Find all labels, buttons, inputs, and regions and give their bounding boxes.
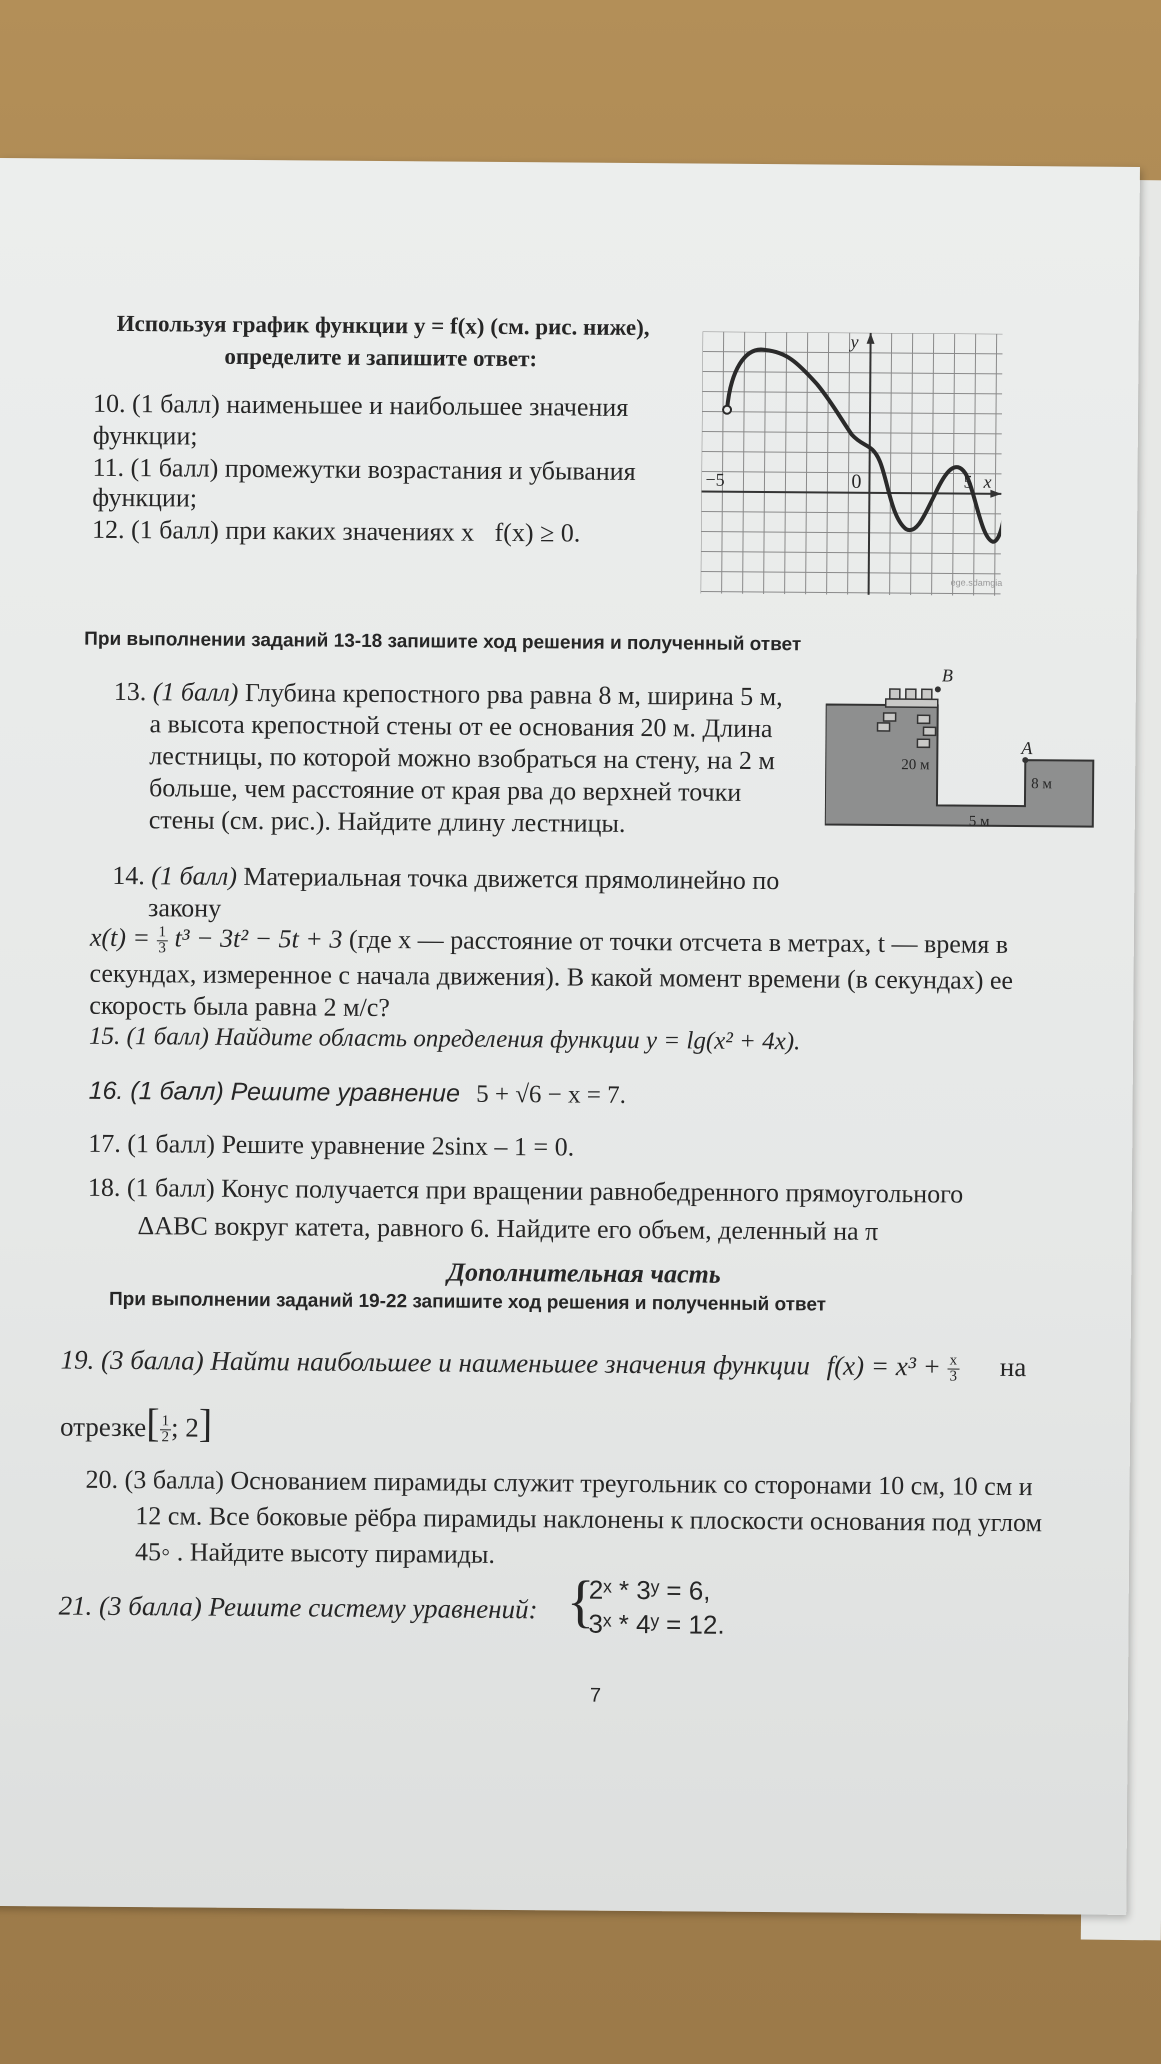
intro-line-1: Используя график функции у = f(x) (см. рис. ниже), <box>116 310 650 341</box>
task-15: 15. (1 балл) Найдите область определения функции y = lg(x² + 4x). <box>88 1022 801 1056</box>
task-19-text: 19. (3 балла) Найти наибольшее и наименьшее значения функции <box>60 1344 811 1381</box>
origin-label: 0 <box>851 470 862 493</box>
task-11-line-1: 11. (1 балл) промежутки возрастания и убывания <box>92 452 636 487</box>
task-13-text: Глубина крепостного рва равна 8 м, ширина 5 м, <box>244 677 783 712</box>
task-19-interval-rest: ; 2 <box>170 1412 199 1443</box>
task-14-text: Материальная точка движется прямолинейно по <box>243 861 780 896</box>
task-13-points: (1 балл) <box>152 677 239 707</box>
label-b: B <box>941 665 954 686</box>
task-21-text: 21. (3 балла) Решите систему уравнений: <box>58 1590 538 1625</box>
function-graph <box>701 332 1003 596</box>
task-19-frac-den: 3 <box>949 1368 958 1385</box>
task-13-line-1 <box>114 677 783 712</box>
task-16 <box>89 1077 626 1110</box>
x-max-label: 5 <box>963 471 973 492</box>
task-19-interval-fraction <box>159 1415 171 1446</box>
task-20-line-1: 20. (3 балла) Основанием пирамиды служит треугольник со сторонами 10 см, 10 см и <box>85 1464 1033 1502</box>
task-14-line-3-text: (где x — расстояние от точки отсчета в метрах, t — время в <box>348 924 1009 959</box>
task-13-line-4: больше, чем расстояние от края рва до верхней точки <box>148 773 742 807</box>
section-header-13-18: При выполнении заданий 13-18 запишите ход решения и полученный ответ <box>84 628 802 656</box>
label-moat-width: 5 м <box>968 813 990 830</box>
label-moat-depth: 8 м <box>1031 776 1052 793</box>
task-20-line-2: 12 см. Все боковые рёбра пирамиды наклонены к плоскости основания под углом <box>135 1501 1043 1538</box>
section-header-19-22: При выполнении заданий 19-22 запишите ход решения и полученный ответ <box>108 1288 827 1316</box>
task-14-line-3 <box>90 923 1008 963</box>
task-14-line-1 <box>112 861 779 896</box>
point-b <box>935 686 941 692</box>
x-axis-label: x <box>983 471 992 492</box>
task-14-formula-rhs: t³ − 3t² − 5t + 3 <box>174 923 343 954</box>
task-20-line-3: 45◦ . Найдите высоту пирамиды. <box>134 1537 496 1569</box>
task-14-line-5: скорость была равна 2 м/с? <box>89 990 390 1023</box>
task-19-line-2: отрезке[ $\frac{1}{2}$ ; 2] <box>59 1400 213 1446</box>
task-12-formula: f(x) ≥ 0. <box>494 517 581 548</box>
task-19-fraction <box>947 1354 959 1385</box>
task-13-line-3: лестницы, по которой можно взобраться на стену, на 2 м <box>149 741 776 776</box>
task-19-interval-den: 2 <box>161 1429 170 1446</box>
task-14-line-2: закону <box>148 893 222 923</box>
function-graph-svg <box>701 332 1003 596</box>
task-13-line-5: стены (см. рис.). Найдите длину лестницы. <box>148 805 626 838</box>
intro-line-2: определите и запишите ответ: <box>224 343 538 372</box>
task-19-segment-word: отрезке <box>59 1411 147 1443</box>
y-axis-label: y <box>850 331 859 352</box>
task-19-interval-num: 1 <box>160 1415 172 1431</box>
graph-grid <box>701 332 1003 596</box>
task-16-text: 16. (1 балл) Решите уравнение <box>88 1076 461 1108</box>
task-10-line-2: функции; <box>92 420 198 451</box>
task-14-formula-lhs: x(t) = <box>89 922 151 953</box>
castle-terrain <box>825 705 1094 827</box>
extra-part-title: Дополнительная часть <box>447 1257 721 1289</box>
task-21-eq-1: 2ˣ * 3ʸ = 6, <box>588 1574 711 1606</box>
task-11-line-2: функции; <box>92 482 198 513</box>
label-a: A <box>1021 738 1033 759</box>
x-min-label: −5 <box>705 469 725 490</box>
task-10-line-1: 10. (1 балл) наименьшее и наибольшее значения <box>92 388 629 422</box>
task-13-number: 13. <box>113 676 147 707</box>
task-14-frac-num: 1 <box>156 925 168 941</box>
task-14-number: 14. <box>112 860 145 891</box>
document-page <box>0 158 1140 1915</box>
task-17: 17. (1 балл) Решите уравнение 2sinx – 1 = 0. <box>88 1128 575 1162</box>
y-axis-arrow <box>867 333 875 344</box>
task-18-line-2: ΔABC вокруг катета, равного 6. Найдите его объем, деленный на π <box>137 1211 879 1246</box>
graph-watermark: ege.sdamgia <box>950 577 1003 588</box>
castle-moat-svg <box>825 675 1096 847</box>
y-axis <box>869 333 871 595</box>
task-14-line-4: секундах, измеренное с начала движения). В какой момент времени (в секундах) ее <box>89 958 1014 995</box>
task-19-frac-num: x <box>948 1354 960 1370</box>
task-14-fraction <box>156 925 168 956</box>
task-19-tail: на <box>999 1351 1027 1383</box>
task-12 <box>92 515 580 549</box>
task-18-line-1: 18. (1 балл) Конус получается при вращении равнобедренного прямоугольного <box>87 1172 964 1209</box>
task-14-frac-den: 3 <box>158 939 166 956</box>
task-16-formula: 5 + √6 − x = 7. <box>476 1080 627 1109</box>
task-13-line-2: а высота крепостной стены от ее основания 20 м. Длина <box>149 709 773 744</box>
curve-start-point <box>723 406 731 414</box>
task-12-text: 12. (1 балл) при каких значениях x <box>91 514 475 547</box>
task-19-line-1 <box>60 1345 1026 1386</box>
label-wall-height: 20 м <box>901 757 930 774</box>
system-brace: { <box>566 1568 595 1634</box>
page-number: 7 <box>589 1684 602 1707</box>
task-14-points: (1 балл) <box>151 861 238 891</box>
castle-moat-figure <box>825 665 1096 847</box>
task-21-eq-2: 3ˣ * 4ʸ = 12. <box>588 1608 725 1640</box>
task-19-formula: f(x) = x³ + <box>826 1350 941 1382</box>
